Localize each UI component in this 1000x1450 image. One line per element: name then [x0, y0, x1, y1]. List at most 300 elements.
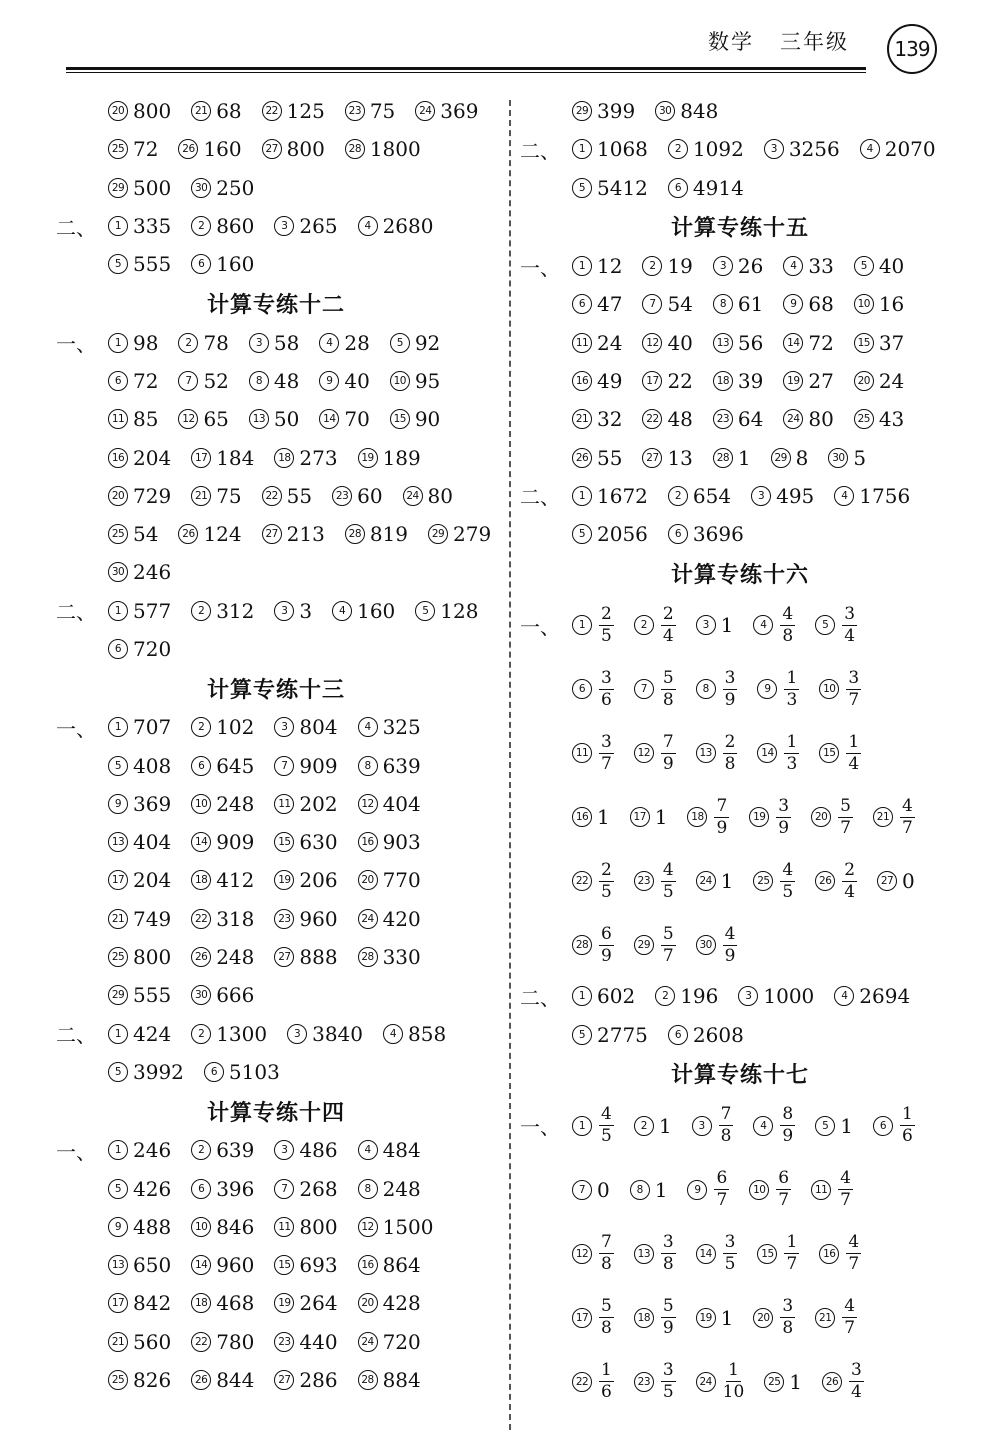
answer-item [358, 1138, 421, 1162]
answer-item [783, 331, 833, 355]
answer-value: 54 [133, 522, 159, 547]
question-number: 10 [854, 294, 874, 314]
answer-item [345, 137, 421, 161]
question-number: 13 [713, 333, 733, 353]
answer-value: 399 [597, 99, 636, 124]
answer-value: 204 [133, 868, 172, 893]
answer-value: 424 [133, 1021, 172, 1046]
question-number: 20 [108, 101, 128, 121]
answer-row [520, 400, 960, 438]
fraction [599, 1362, 614, 1401]
question-number: 1 [572, 486, 592, 506]
question-number: 1 [108, 601, 128, 621]
answer-value: 884 [382, 1368, 421, 1393]
answer-item [753, 1298, 795, 1337]
section-title: 计算专练十二 [206, 292, 345, 318]
answer-item [572, 369, 622, 393]
fraction-denominator: 9 [782, 1126, 794, 1147]
answer-item [655, 99, 718, 123]
question-number: 11 [811, 1180, 831, 1200]
question-number: 4 [834, 486, 854, 506]
answer-item [687, 1170, 729, 1209]
answer-item [572, 176, 648, 200]
answer-value: 5 [853, 445, 867, 470]
answer-value: 2608 [692, 1022, 744, 1047]
answer-item [696, 1234, 738, 1273]
question-number: 4 [753, 615, 773, 635]
answer-item [642, 292, 692, 316]
answer-value: 2694 [859, 984, 911, 1009]
fraction-denominator: 3 [786, 753, 798, 774]
question-number: 16 [358, 1255, 378, 1275]
question-number: 23 [274, 909, 294, 929]
answer-item [108, 1253, 171, 1277]
answer-value: 404 [133, 830, 172, 855]
answer-item [713, 369, 763, 393]
answer-item [713, 292, 763, 316]
fraction-numerator: 5 [601, 1296, 612, 1317]
question-number: 2 [191, 717, 211, 737]
question-number: 21 [108, 909, 128, 929]
answer-item [108, 1060, 184, 1084]
answer-value: 68 [216, 99, 242, 124]
question-number: 17 [630, 807, 650, 827]
answer-value: 1672 [597, 483, 648, 508]
fraction [661, 731, 676, 774]
answer-value: 639 [382, 753, 421, 778]
question-number: 3 [287, 1024, 307, 1044]
fraction-numerator: 1 [848, 731, 860, 752]
fraction [784, 731, 799, 774]
answer-item [262, 99, 325, 123]
answer-value: 4914 [692, 175, 744, 200]
question-number: 11 [274, 794, 294, 814]
question-number: 8 [358, 1179, 378, 1199]
question-number: 21 [191, 101, 211, 121]
question-number: 5 [390, 333, 410, 353]
question-number: 21 [873, 807, 893, 827]
answer-item [274, 1177, 337, 1201]
question-number: 16 [819, 1244, 839, 1264]
answer-item [108, 599, 171, 623]
answer-item [572, 984, 635, 1008]
answer-item [108, 868, 171, 892]
fraction-numerator: 3 [848, 667, 860, 688]
column-divider [509, 100, 511, 1430]
question-number: 26 [822, 1372, 842, 1392]
answer-item [108, 830, 171, 854]
answer-item [749, 1170, 791, 1209]
fraction-numerator: 2 [662, 603, 674, 624]
fraction-numerator: 1 [601, 1360, 612, 1381]
question-number: 2 [634, 1116, 654, 1136]
answer-item [345, 99, 395, 123]
question-number: 20 [358, 870, 378, 890]
question-number: 12 [634, 743, 654, 763]
answer-value: 420 [382, 906, 421, 931]
answer-value: 560 [133, 1329, 172, 1354]
answer-item [634, 859, 676, 902]
answer-item [191, 599, 254, 623]
question-number: 3 [274, 601, 294, 621]
question-number: 9 [687, 1180, 707, 1200]
question-number: 12 [358, 1217, 378, 1237]
fraction-denominator: 7 [662, 945, 674, 966]
question-number: 24 [358, 1332, 378, 1352]
answer-item [108, 369, 158, 393]
answer-item [274, 1368, 337, 1392]
answer-item [274, 214, 337, 238]
answer-row [520, 285, 960, 323]
fraction [838, 1170, 853, 1209]
question-number: 22 [191, 1332, 211, 1352]
fraction-numerator: 1 [786, 731, 798, 752]
answer-row [56, 1323, 496, 1361]
answer-value: 80 [427, 483, 453, 508]
question-number: 12 [358, 794, 378, 814]
answer-value: 92 [414, 330, 441, 355]
answer-value: 693 [299, 1253, 338, 1278]
answer-value: 909 [299, 753, 338, 778]
fraction [723, 667, 738, 710]
answer-item [358, 907, 421, 931]
answer-value: 369 [440, 99, 479, 124]
answer-value: 858 [408, 1021, 447, 1046]
answer-row [56, 362, 496, 400]
answer-item [108, 99, 171, 123]
question-number: 14 [696, 1244, 716, 1264]
question-number: 6 [191, 1179, 211, 1199]
question-number: 22 [262, 101, 282, 121]
header-title [708, 26, 849, 56]
answer-item [668, 1023, 744, 1047]
question-number: 9 [783, 294, 803, 314]
answer-row [56, 438, 496, 476]
section-title: 计算专练十五 [670, 216, 809, 242]
question-number: 30 [655, 101, 675, 121]
answer-row [56, 1131, 496, 1169]
answer-value: 28 [344, 330, 370, 355]
question-number: 9 [319, 371, 339, 391]
answer-value: 43 [878, 407, 905, 432]
answer-item [687, 795, 729, 838]
answer-item [358, 1253, 421, 1277]
answer-item [108, 1291, 171, 1315]
fraction-numerator: 2 [601, 603, 612, 624]
fraction [723, 923, 738, 966]
question-number: 24 [696, 1372, 716, 1392]
answer-value: 72 [133, 137, 159, 162]
answer-value: 202 [299, 791, 338, 816]
section-title: 计算专练十六 [670, 562, 809, 588]
answer-value: 1 [720, 869, 734, 894]
answer-value: 98 [133, 330, 159, 355]
fraction-numerator: 1 [786, 667, 798, 688]
answer-item [572, 667, 614, 710]
answer-row [520, 515, 960, 553]
question-number: 27 [274, 947, 294, 967]
fraction [599, 1106, 614, 1145]
fraction [846, 667, 861, 710]
answer-item [572, 1178, 610, 1202]
question-number: 1 [108, 717, 128, 737]
question-number: 26 [572, 448, 592, 468]
fraction-numerator: 6 [601, 923, 612, 944]
answer-item [642, 369, 692, 393]
answer-value: 68 [808, 292, 834, 317]
answer-item [634, 923, 676, 966]
question-number: 7 [178, 371, 198, 391]
question-number: 25 [108, 139, 128, 159]
answer-item [572, 292, 622, 316]
question-number: 23 [634, 871, 654, 891]
answer-item [692, 1106, 734, 1145]
answer-item [191, 446, 254, 470]
section-title: 计算专练十三 [206, 677, 345, 703]
answer-value: 860 [216, 214, 255, 239]
answer-value: 864 [382, 1253, 421, 1278]
fraction-numerator: 5 [662, 1296, 674, 1317]
answer-value: 72 [133, 368, 159, 393]
fraction-denominator: 8 [724, 753, 736, 774]
answer-item [642, 407, 692, 431]
answer-value: 248 [382, 1176, 421, 1201]
answer-item [822, 1362, 864, 1401]
question-number: 17 [191, 448, 211, 468]
fraction [780, 1106, 795, 1145]
answer-item [108, 252, 171, 276]
answer-row [56, 976, 496, 1014]
question-number: 28 [358, 947, 378, 967]
answer-value: 39 [737, 368, 764, 393]
answer-row [520, 362, 960, 400]
answer-value: 16 [878, 292, 905, 317]
answer-value: 720 [382, 1329, 421, 1354]
answer-item [860, 137, 936, 161]
fraction-numerator: 4 [840, 1168, 851, 1189]
question-number: 29 [108, 985, 128, 1005]
fraction-denominator: 4 [851, 1382, 862, 1403]
answer-item [191, 1177, 254, 1201]
answer-row [56, 1053, 496, 1091]
fraction-denominator: 6 [901, 1126, 913, 1147]
fraction-denominator: 8 [601, 1254, 612, 1275]
question-number: 3 [696, 615, 716, 635]
answer-value: 500 [133, 175, 172, 200]
answer-item [191, 715, 254, 739]
question-number: 3 [274, 717, 294, 737]
question-number: 6 [572, 679, 592, 699]
answer-row [520, 130, 960, 168]
question-number: 30 [696, 935, 716, 955]
answer-value: 468 [216, 1291, 255, 1316]
answer-value: 5412 [597, 175, 648, 200]
answer-item [713, 407, 763, 431]
answer-item [819, 667, 861, 710]
answer-row [520, 1094, 960, 1158]
answer-item [854, 369, 904, 393]
answer-item [854, 407, 904, 431]
question-number: 12 [642, 333, 662, 353]
question-number: 14 [783, 333, 803, 353]
answer-value: 0 [902, 869, 915, 894]
answer-value: 128 [440, 598, 479, 623]
answer-item [319, 331, 369, 355]
answer-item [274, 830, 337, 854]
answer-value: 780 [216, 1329, 255, 1354]
answer-value: 846 [216, 1214, 255, 1239]
question-number: 25 [108, 1370, 128, 1390]
fraction-denominator: 9 [601, 945, 612, 966]
question-number: 28 [713, 448, 733, 468]
fraction-numerator: 3 [724, 667, 736, 688]
fraction-numerator: 2 [724, 731, 736, 752]
answer-item [572, 603, 614, 646]
question-number: 7 [572, 1180, 592, 1200]
answer-value: 27 [808, 368, 834, 393]
question-number: 27 [877, 871, 897, 891]
question-number: 29 [572, 101, 592, 121]
answer-item [634, 731, 676, 774]
question-number: 1 [108, 1024, 128, 1044]
answer-value: 40 [878, 254, 905, 279]
answer-value: 60 [357, 483, 383, 508]
question-number: 10 [749, 1180, 769, 1200]
fraction [661, 923, 676, 966]
answer-row [56, 785, 496, 823]
answer-item [738, 984, 814, 1008]
answer-row [520, 849, 960, 913]
question-number: 19 [783, 371, 803, 391]
answer-value: 5103 [228, 1059, 280, 1084]
answer-value: 50 [273, 407, 300, 432]
question-number: 21 [572, 409, 592, 429]
answer-row [56, 553, 496, 591]
answer-item [854, 331, 904, 355]
question-number: 19 [358, 448, 378, 468]
answer-row [520, 593, 960, 657]
answer-item [873, 795, 915, 838]
answer-row [56, 323, 496, 361]
answer-value: 1 [658, 1113, 672, 1138]
question-number: 10 [390, 371, 410, 391]
answer-value: 160 [357, 598, 396, 623]
answer-row [56, 515, 496, 553]
answer-value: 1 [720, 1305, 734, 1330]
question-number: 3 [274, 216, 294, 236]
answer-value: 196 [680, 984, 719, 1009]
answer-value: 826 [133, 1368, 172, 1393]
fraction-denominator: 4 [844, 881, 856, 902]
answer-item [572, 484, 648, 508]
section-title: 计算专练十四 [206, 1100, 345, 1126]
fraction-denominator: 7 [901, 817, 913, 838]
answer-value: 800 [133, 99, 172, 124]
fraction-numerator: 1 [728, 1360, 739, 1381]
answer-item [274, 792, 337, 816]
fraction-denominator: 9 [778, 817, 790, 838]
answer-item [108, 407, 158, 431]
answer-value: 3840 [312, 1021, 363, 1046]
question-number: 11 [108, 409, 128, 429]
answer-item [274, 1215, 337, 1239]
answer-row [520, 169, 960, 207]
answer-item [358, 446, 421, 470]
fraction-numerator: 4 [601, 1104, 612, 1125]
answer-value: 52 [203, 368, 229, 393]
fraction-numerator: 3 [844, 603, 856, 624]
answer-item [262, 484, 312, 508]
answer-value: 279 [453, 522, 492, 547]
answer-value: 80 [808, 407, 834, 432]
question-number: 28 [345, 524, 365, 544]
answer-value: 844 [216, 1368, 255, 1393]
answer-item [332, 599, 395, 623]
answer-row [56, 169, 496, 207]
fraction-denominator: 9 [724, 945, 736, 966]
question-number: 18 [191, 870, 211, 890]
question-number: 15 [819, 743, 839, 763]
answer-item [274, 599, 312, 623]
answer-value: 268 [299, 1176, 338, 1201]
answer-value: 1000 [763, 984, 815, 1009]
fraction [776, 795, 791, 838]
answer-item [274, 945, 337, 969]
answer-value: 273 [299, 445, 338, 470]
question-number: 6 [668, 178, 688, 198]
answer-value: 318 [216, 906, 255, 931]
fraction-numerator: 3 [662, 1360, 674, 1381]
fraction-numerator: 3 [778, 795, 790, 816]
question-number: 26 [815, 871, 835, 891]
question-number: 30 [108, 562, 128, 582]
fraction [714, 795, 729, 838]
answer-item [178, 369, 228, 393]
answer-item [108, 1177, 171, 1201]
answer-value: 124 [203, 522, 242, 547]
fraction [900, 1106, 915, 1145]
answer-value: 800 [133, 945, 172, 970]
fraction-denominator: 8 [662, 689, 674, 710]
answer-value: 48 [273, 368, 300, 393]
question-number: 17 [108, 1293, 128, 1313]
answer-row [56, 92, 496, 130]
question-number: 5 [854, 256, 874, 276]
answer-value: 70 [344, 407, 370, 432]
answer-item [108, 754, 171, 778]
question-number: 26 [178, 139, 198, 159]
answer-item [390, 331, 440, 355]
answer-value: 842 [133, 1291, 172, 1316]
answer-value: 555 [133, 983, 172, 1008]
answer-item [191, 1138, 254, 1162]
part-label: 二、 [520, 985, 560, 1010]
question-number: 15 [390, 409, 410, 429]
fraction-numerator: 4 [844, 1296, 856, 1317]
answer-value: 85 [133, 407, 159, 432]
question-number: 30 [828, 448, 848, 468]
answer-value: 848 [680, 99, 719, 124]
question-number: 1 [572, 1116, 592, 1136]
answer-item [108, 522, 158, 546]
fraction [846, 731, 861, 774]
answer-value: 58 [273, 330, 300, 355]
answer-value: 265 [299, 214, 338, 239]
question-number: 16 [108, 448, 128, 468]
question-number: 7 [274, 1179, 294, 1199]
answer-item [191, 214, 254, 238]
answer-item [696, 869, 734, 893]
